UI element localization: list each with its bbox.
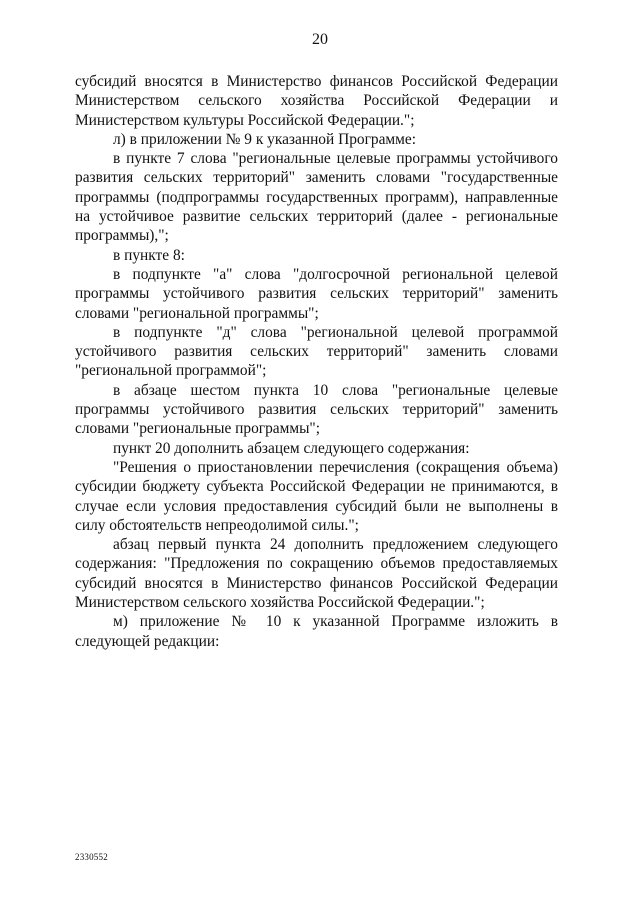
document-body [75,72,558,651]
paragraph-continuation: субсидий вносятся в Министерство финансов Российской Федерации Министерством сельского хозяйства Российской Федерации и Министерством культуры Российской Федерации."; [75,73,558,129]
paragraph-point-8: в пункте 8: [113,246,185,264]
paragraph-point-10: в абзаце шестом пункта 10 слова "региональные целевые программы устойчивого развития сельских территорий" заменить словами "региональные программы"; [75,381,558,438]
paragraph-subpoint-a: в подпункте "а" слова "долгосрочной региональной целевой программы устойчивого развития сельских территорий" заменить словами "региональной программы"; [75,265,558,322]
paragraph-subpoint-d: в подпункте "д" слова "региональной целевой программой устойчивого развития сельских территорий" заменить словами "региональной программой"; [75,323,558,380]
paragraph-point-7: в пункте 7 слова "региональные целевые программы устойчивого развития сельских территорий" заменить словами "государственные программы (подпрограммы государственных программ), направленные на устойчивое развитие сельских территорий (далее - региональные программы),"; [75,150,558,245]
paragraph-point-20: пункт 20 дополнить абзацем следующего содержания: [113,439,470,457]
paragraph-item-m: м) приложение № 10 к указанной Программе изложить в следующей редакции: [75,613,558,650]
paragraph-point-24: абзац первый пункта 24 дополнить предложением следующего содержания: "Предложения по сокращению объемов предоставляемых субсидий вносятся в Министерство финансов Российской Федерации Министерством сельского хозяйства Российской Федерации."; [75,536,558,612]
paragraph-item-l: л) в приложении № 9 к указанной Программе: [113,130,417,148]
page-number: 20 [312,31,328,48]
paragraph-point-20-quote: "Решения о приостановлении перечисления (сокращения объема) субсидии бюджету субъекта Российской Федерации не принимаются, в случае если условия предоставления субсидий были не выполнены в силу обстоятельств непреодолимой силы."; [75,458,558,534]
document-code: 2330552 [75,852,108,862]
